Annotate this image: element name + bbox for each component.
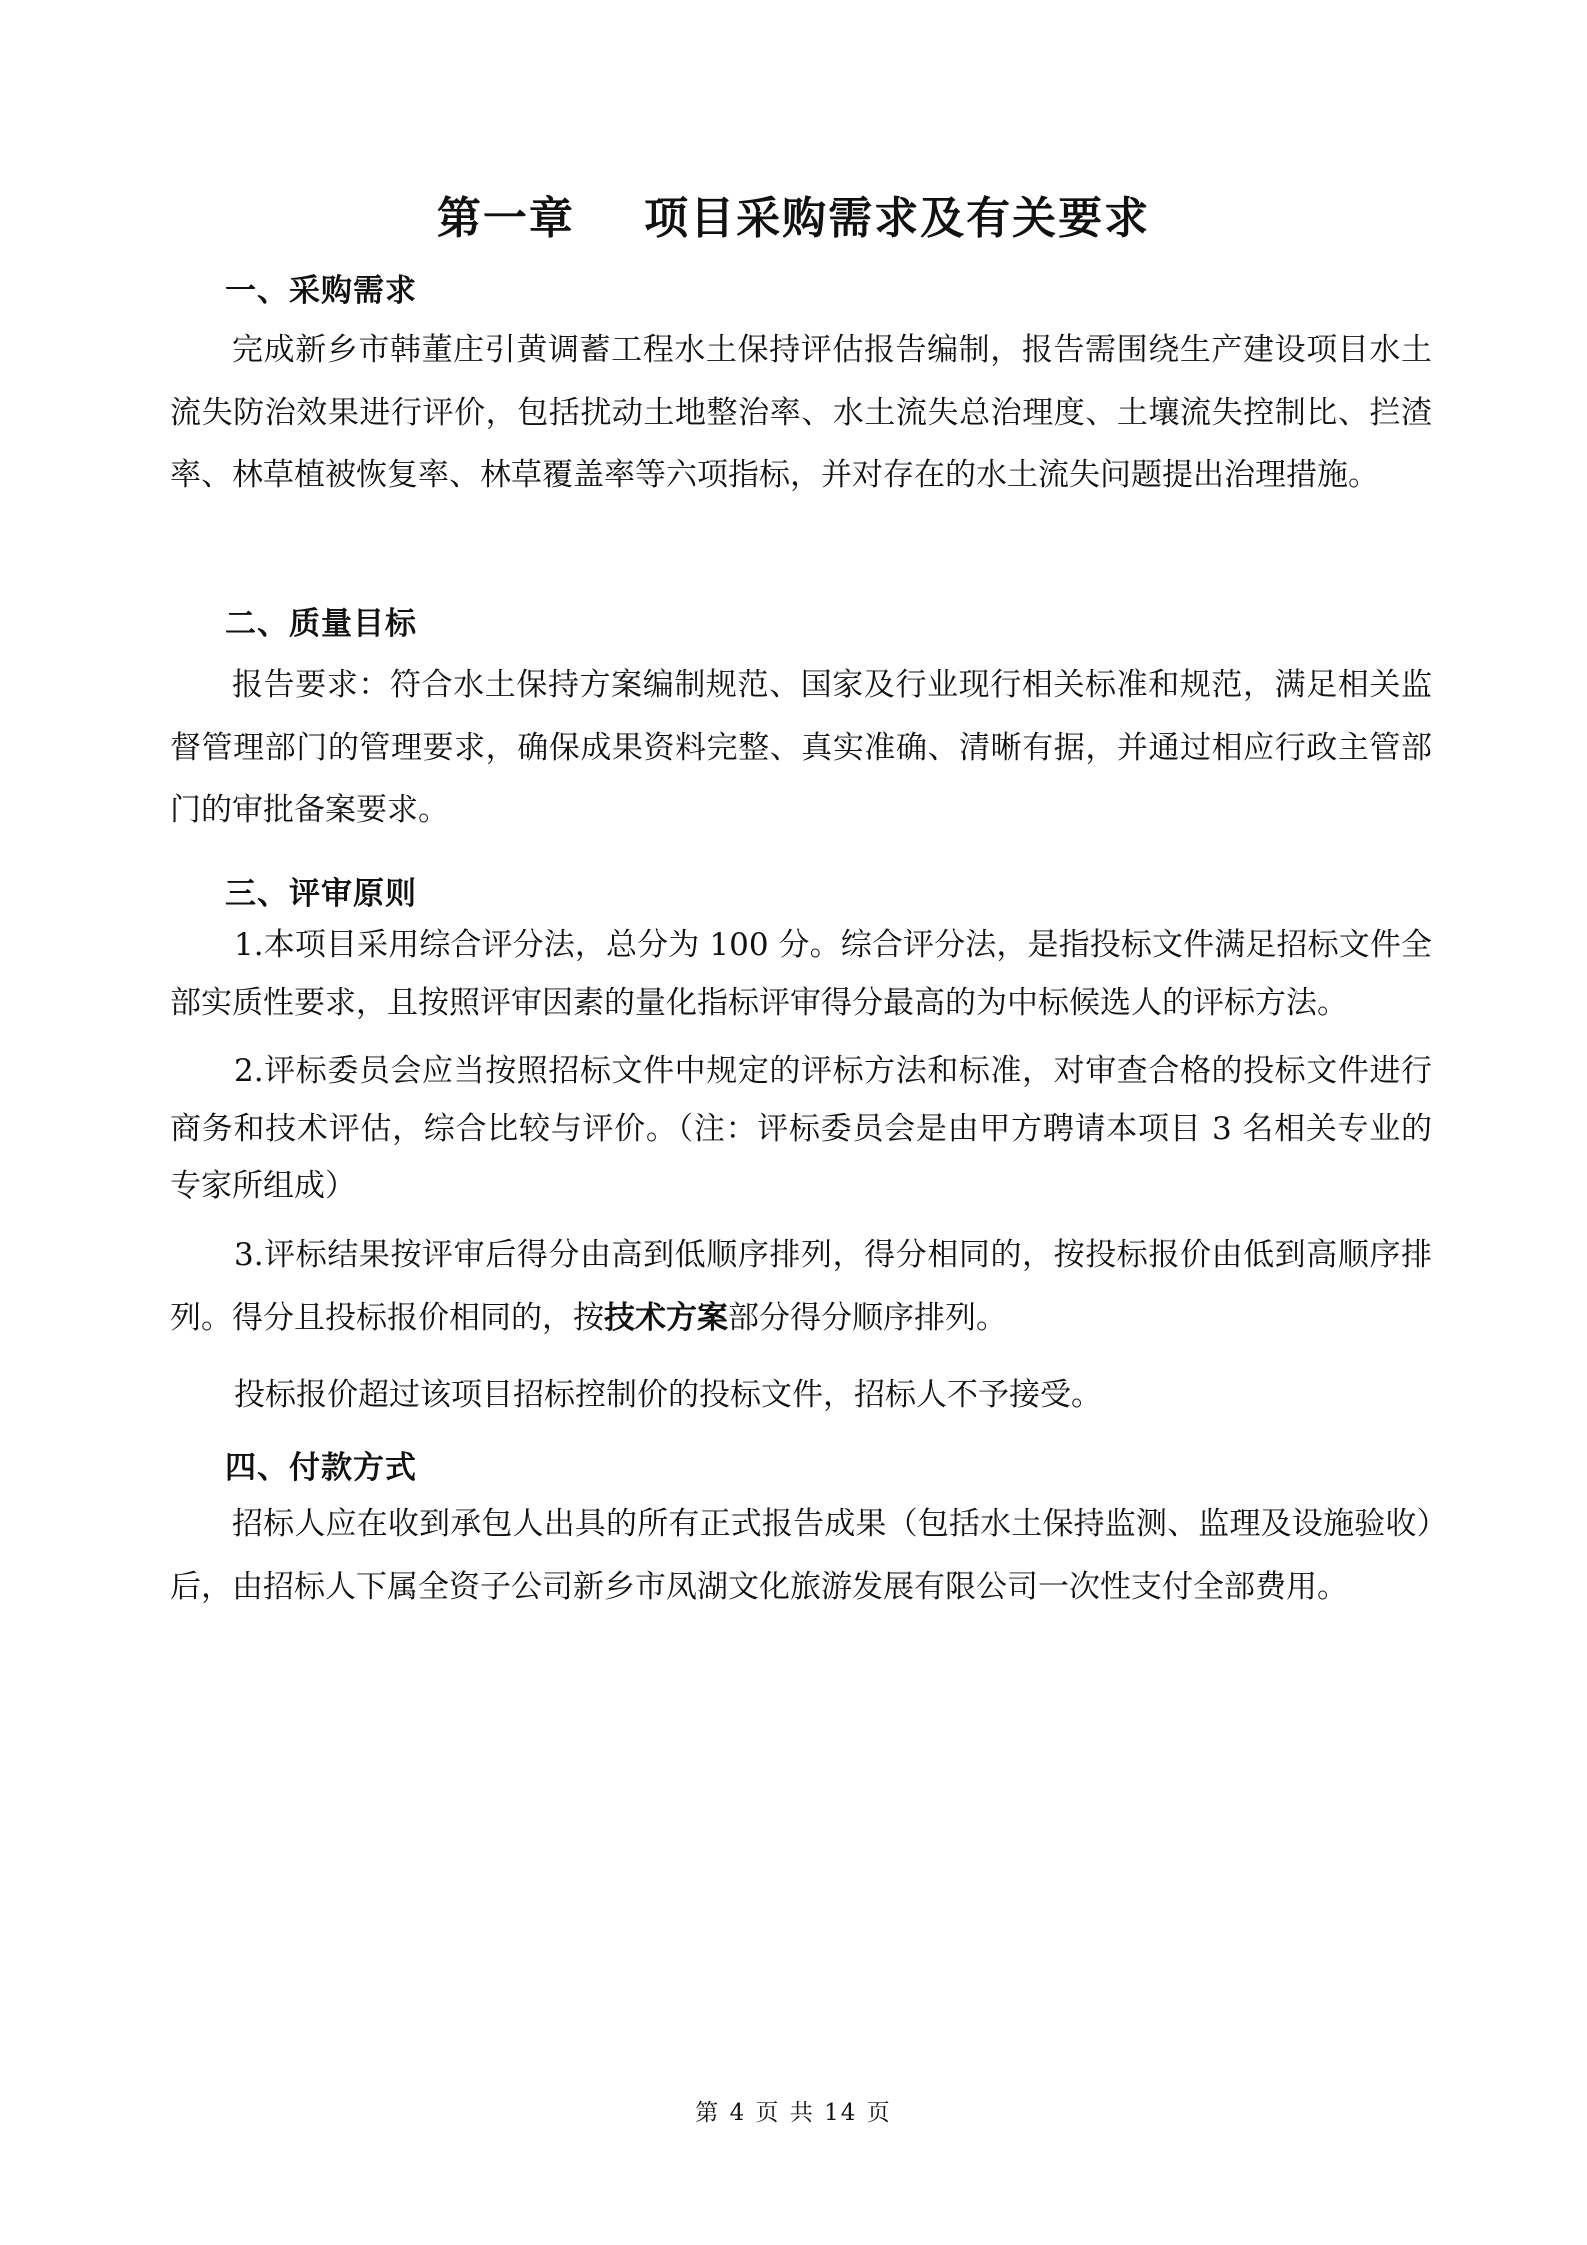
review-principle-note: 投标报价超过该项目招标控制价的投标文件，招标人不予接受。	[234, 1377, 1102, 1413]
item-3-bold-term: 技术方案	[604, 1299, 728, 1336]
section-heading-review-principles: 三、评审原则	[225, 876, 417, 912]
review-principle-item-2: 2.评标委员会应当按照招标文件中规定的评标方法和标准，对审查合格的投标文件进行商务和技术评估，综合比较与评价。（注：评标委员会是由甲方聘请本项目 3 名相关专业的专家所组成）	[170, 1053, 1432, 1204]
page-footer: 第 4 页 共 14 页	[695, 2100, 892, 2126]
section-heading-procurement-needs: 一、采购需求	[225, 273, 417, 309]
review-principle-item-1: 1.本项目采用综合评分法，总分为 100 分。综合评分法，是指投标文件满足招标文件全部实质性要求，且按照评审因素的量化指标评审得分最高的为中标候选人的评标方法。	[170, 927, 1432, 1021]
payment-method-paragraph: 招标人应在收到承包人出具的所有正式报告成果（包括水土保持监测、监理及设施验收）后，由招标人下属全资子公司新乡市凤湖文化旅游发展有限公司一次性支付全部费用。	[170, 1506, 1432, 1605]
quality-target-paragraph: 报告要求：符合水土保持方案编制规范、国家及行业现行相关标准和规范，满足相关监督管理部门的管理要求，确保成果资料完整、真实准确、清晰有据，并通过相应行政主管部门的审批备案要求。	[170, 667, 1432, 828]
section-heading-payment-method: 四、付款方式	[225, 1450, 417, 1486]
item-3-text-b: 部分得分顺序排列。	[728, 1299, 1007, 1336]
chapter-title: 第一章 项目采购需求及有关要求	[436, 193, 1151, 244]
review-principle-item-3	[170, 1224, 1432, 1349]
procurement-needs-paragraph: 完成新乡市韩董庄引黄调蓄工程水土保持评估报告编制，报告需围绕生产建设项目水土流失防治效果进行评价，包括扰动土地整治率、水土流失总治理度、土壤流失控制比、拦渣率、林草植被恢复率、林草覆盖率等六项指标，并对存在的水土流失问题提出治理措施。	[170, 332, 1432, 493]
item-3-text-a: 3.评标结果按评审后得分由高到低顺序排列，得分相同的，按投标报价由低到高顺序排列。得分且投标报价相同的，按	[170, 1237, 1432, 1336]
section-heading-quality-target: 二、质量目标	[225, 606, 417, 642]
